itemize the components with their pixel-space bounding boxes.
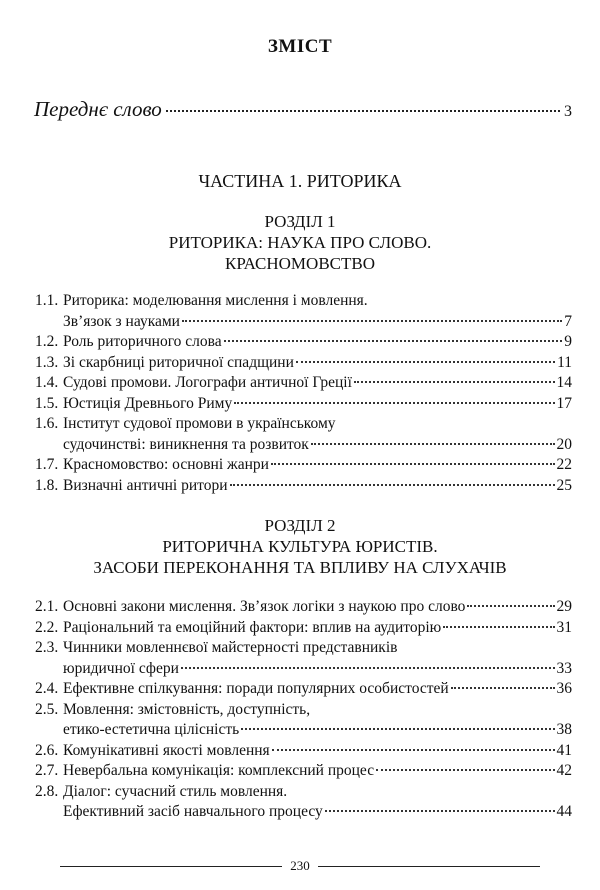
toc-entry-number: 2.1.	[35, 598, 59, 615]
toc-entry-title: етико-естетична цілісність	[63, 721, 240, 738]
section-1-title-line-2: КРАСНОМОВСТВО	[224, 254, 375, 273]
dot-leader	[272, 749, 555, 751]
preface-entry[interactable]	[34, 97, 572, 122]
dot-leader	[182, 320, 562, 322]
toc-entry-number: 1.5.	[35, 394, 59, 412]
toc-entry-number: 1.3.	[35, 353, 59, 371]
section-1-title-line-1: РИТОРИКА: НАУКА ПРО СЛОВО.	[168, 233, 432, 252]
toc-entry-title: Судові промови. Логографи античної Греції	[63, 374, 352, 391]
toc-entry-title: Невербальна комунікація: комплексний процес	[63, 762, 375, 779]
section-2-number: РОЗДІЛ 2	[264, 516, 336, 535]
toc-entry[interactable]	[35, 455, 572, 476]
toc-entry-page: 31	[556, 618, 572, 636]
dot-leader	[325, 810, 555, 812]
footer-rule-right	[318, 866, 540, 867]
toc-entry-number: 1.2.	[35, 333, 59, 350]
toc-entry-page: 33	[556, 659, 572, 677]
dot-leader	[376, 769, 554, 771]
toc-entry[interactable]	[35, 700, 572, 741]
toc-entry-title: судочинстві: виникнення та розвиток	[63, 435, 309, 453]
toc-entry-page: 17	[556, 394, 572, 412]
toc-entry[interactable]	[35, 332, 572, 353]
toc-entry-number: 2.6.	[35, 741, 59, 759]
toc-entry-title: Раціональний та емоційний фактори: вплив на аудиторію	[63, 618, 442, 636]
toc-entry-page: 29	[556, 598, 572, 615]
toc-entry-title: Роль риторичного слова	[63, 333, 222, 350]
dot-leader	[467, 605, 554, 607]
section-2-title-line-1: РИТОРИЧНА КУЛЬТУРА ЮРИСТІВ.	[162, 537, 438, 556]
dot-leader	[443, 626, 554, 628]
toc-entry[interactable]	[35, 291, 572, 332]
toc-entry-title: Мовлення: змістовність, доступність,	[63, 700, 311, 718]
dot-leader	[166, 110, 560, 112]
toc-entry-title: Інститут судової промови в українському	[63, 415, 336, 432]
toc-entry[interactable]	[35, 782, 572, 823]
footer-rule-left	[60, 866, 282, 867]
section-1-entries	[35, 291, 572, 496]
toc-entry[interactable]	[35, 414, 572, 455]
page-title: ЗМІСТ	[267, 36, 333, 57]
toc-entry-page: 42	[556, 762, 572, 779]
dot-leader	[451, 687, 555, 689]
toc-entry[interactable]	[35, 476, 572, 497]
section-2-title-line-2: ЗАСОБИ ПЕРЕКОНАННЯ ТА ВПЛИВУ НА СЛУХАЧІВ	[93, 558, 507, 577]
toc-entry-number: 1.1.	[35, 292, 59, 309]
toc-entry-title: Діалог: сучасний стиль мовлення.	[63, 782, 288, 800]
dot-leader	[230, 484, 555, 486]
toc-entry-number: 2.5.	[35, 700, 59, 718]
dot-leader	[241, 728, 554, 730]
toc-entry-title: Визначні античні ритори	[63, 476, 228, 494]
toc-entry-title: Комунікативні якості мовлення	[63, 741, 270, 759]
dot-leader	[181, 667, 555, 669]
toc-entry-page: 44	[556, 803, 572, 820]
toc-entry[interactable]	[35, 353, 572, 374]
dot-leader	[234, 402, 554, 404]
toc-entry-page: 11	[557, 353, 572, 371]
toc-entry[interactable]	[35, 618, 572, 639]
section-1-number: РОЗДІЛ 1	[264, 212, 336, 231]
toc-entry-title: Зв’язок з науками	[63, 312, 180, 330]
section-2-entries	[35, 597, 572, 823]
toc-entry-title: Риторика: моделювання мислення і мовлення.	[63, 292, 368, 309]
preface-label: Переднє слово	[34, 97, 162, 121]
toc-entry-page: 25	[556, 476, 572, 494]
toc-entry[interactable]	[35, 741, 572, 762]
toc-entry-number: 1.4.	[35, 374, 59, 391]
page-footer	[60, 858, 540, 874]
toc-entry-title: Красномовство: основні жанри	[63, 456, 269, 473]
toc-entry-title: юридичної сфери	[63, 659, 179, 677]
toc-entry[interactable]	[35, 373, 572, 394]
toc-entry-page: 20	[556, 435, 572, 453]
part-heading: ЧАСТИНА 1. РИТОРИКА	[198, 171, 402, 191]
toc-entry-title: Зі скарбниці риторичної спадщини	[63, 353, 294, 371]
toc-entry-page: 14	[556, 374, 572, 391]
toc-entry-number: 2.4.	[35, 680, 59, 697]
toc-entry-number: 2.7.	[35, 762, 59, 779]
section-1-heading	[0, 211, 600, 274]
toc-entry-number: 1.7.	[35, 456, 59, 473]
toc-entry-page: 22	[556, 456, 572, 473]
toc-entry-number: 2.3.	[35, 639, 59, 656]
toc-entry-title: Юстиція Древнього Риму	[63, 394, 233, 412]
dot-leader	[271, 463, 555, 465]
toc-entry[interactable]	[35, 679, 572, 700]
toc-entry-page: 41	[556, 741, 572, 759]
toc-entry[interactable]	[35, 394, 572, 415]
toc-entry[interactable]	[35, 761, 572, 782]
toc-entry-number: 1.8.	[35, 476, 59, 494]
footer-page-number: 230	[290, 858, 310, 873]
toc-entry-title: Основні закони мислення. Зв’язок логіки з наукою про слово	[63, 598, 466, 615]
toc-entry-number: 2.2.	[35, 618, 59, 636]
toc-entry-page: 9	[564, 333, 572, 350]
toc-entry[interactable]	[35, 597, 572, 618]
toc-entry-title: Чинники мовленнєвої майстерності представників	[63, 639, 398, 656]
toc-entry-page: 38	[556, 721, 572, 738]
toc-entry-page: 7	[564, 312, 572, 330]
toc-entry[interactable]	[35, 638, 572, 679]
dot-leader	[224, 340, 563, 342]
toc-entry-title: Ефективне спілкування: поради популярних особистостей	[63, 680, 449, 697]
preface-page: 3	[564, 103, 572, 120]
toc-entry-number: 1.6.	[35, 415, 59, 432]
section-2-heading	[0, 515, 600, 578]
toc-entry-title: Ефективний засіб навчального процесу	[63, 803, 323, 820]
dot-leader	[296, 361, 555, 363]
dot-leader	[311, 443, 555, 445]
dot-leader	[354, 381, 555, 383]
toc-entry-number: 2.8.	[35, 782, 59, 800]
toc-entry-page: 36	[556, 680, 572, 697]
